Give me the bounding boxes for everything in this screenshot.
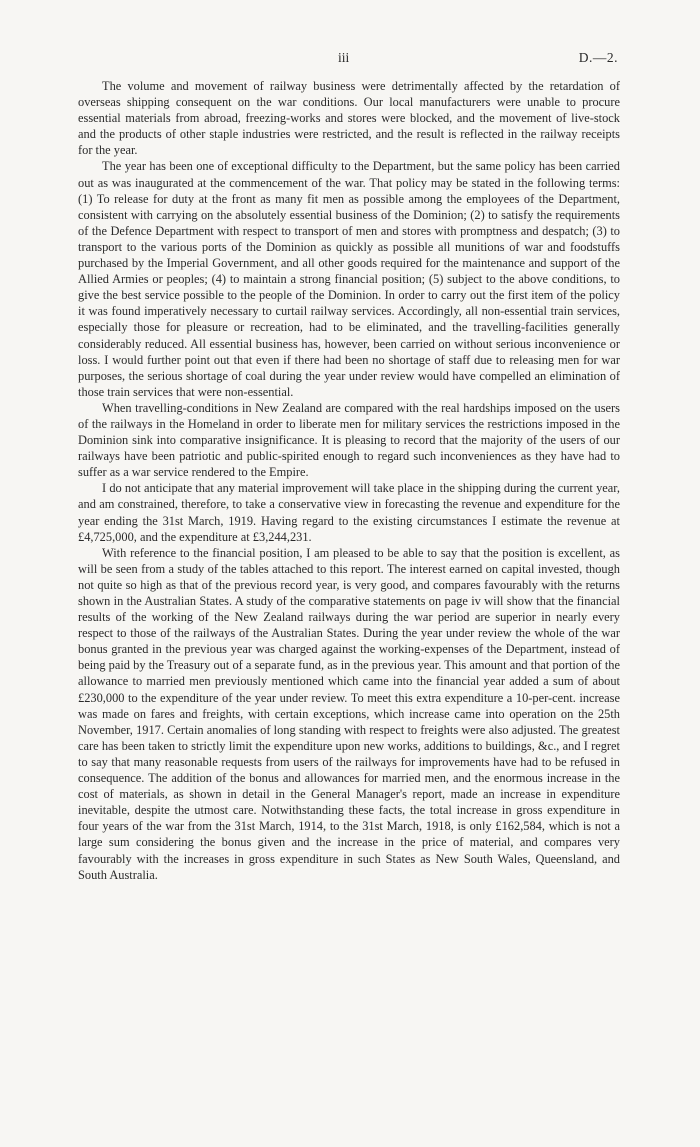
page-header [0,50,700,70]
paragraph-railway-business: The volume and movement of railway business were detrimentally affected by the retardation of overseas shipping consequent on the war conditions. Our local manufacturers were unable to procure essential materials from abroad, freezing-works and stores were blocked, and the movement of live-stock and the products of other staple industries were restricted, and the result is reflected in the railway receipts for the year. [78,79,620,158]
paragraph-revenue-forecast: I do not anticipate that any material improvement will take place in the shipping during the current year, and am constrained, therefore, to take a conservative view in forecasting the revenue and expenditure for the year ending the 31st March, 1919. Having regard to the existing circumstances I estimate the revenue at £4,725,000, and the expenditure at £3,244,231. [78,481,620,544]
page-number: iii [338,50,350,65]
document-reference: D.—2. [578,50,618,65]
report-body [78,78,620,883]
paragraph-travelling-conditions: When travelling-conditions in New Zealand are compared with the real hardships imposed on the users of the railways in the Homeland in order to liberate men for military services the restrictions imposed in the Dominion sink into comparative insignificance. It is pleasing to record that the majority of the users of our railways have been patriotic and public-spirited enough to regard such inconveniences as they have had to suffer as a war service rendered to the Empire. [78,400,620,480]
paragraph-financial-position: With reference to the financial position, I am pleased to be able to say that the position is excellent, as will be seen from a study of the tables attached to this report. The interest earned on capital invested, though not quite so high as that of the previous record year, is very good, and compares favourably with the returns shown in the Australian States. A study of the comparative statements on page iv will show that the financial results of the working of the New Zealand railways during the war period are superior in nearly every respect to those of the railways of the Australian States. During the year under review the whole of the war bonus granted in the previous year was charged against the working-expenses of the Department, instead of being paid by the Treasury out of a separate fund, as in the previous year. This amount and that portion of the allowance to married men previously mentioned which came into the financial year added a sum of about £230,000 to the expenditure of the year under review. To meet this extra expenditure a 10-per-cent. increase was made on fares and freights, with certain exceptions, which increase came into operation on the 25th November, 1917. Certain anomalies of long standing with respect to freights were also adjusted. The greatest care has been taken to strictly limit the expenditure upon new works, additions to buildings, &c., and I regret to say that many reasonable requests from users of the railways for improvements have had to be refused in consequence. The addition of the bonus and allowances for married men, and the enormous increase in the cost of materials, as shown in detail in the General Manager's report, made an increase in expenditure inevitable, despite the utmost care. Notwithstanding these facts, the total increase in gross expenditure in four years of the war from the 31st March, 1914, to the 31st March, 1918, is only £162,584, which is not a large sum considering the bonus given and the increase in the price of material, and compares very favourably with the increases in gross expenditure in such States as New South Wales, Queensland, and South Australia. [78,545,620,882]
paragraph-department-policy: The year has been one of exceptional difficulty to the Department, but the same policy has been carried out as was inaugurated at the commencement of the war. That policy may be stated in the following terms: (1) To release for duty at the front as many fit men as possible among the employees of the Department, consistent with carrying on the absolutely essential business of the Dominion; (2) to satisfy the requirements of the Defence Department with respect to transport of men and stores with promptness and despatch; (3) to transport to the various ports of the Dominion as quickly as possible all munitions of war and foodstuffs purchased by the Imperial Government, and all other goods required for the maintenance and support of the Allied Armies or peoples; (4) to maintain a strong financial position; (5) subject to the above conditions, to give the best service possible to the people of the Dominion. In order to carry out the first item of the policy it was found imperatively necessary to curtail railway services. Accordingly, all non-essential train services, especially those for pleasure or recreation, had to be eliminated, and the travelling-facilities generally considerably reduced. All essential business has, however, been carried on without serious inconvenience or loss. I would further point out that even if there had been no shortage of staff due to releasing men for war purposes, the serious shortage of coal during the year under review would have compelled an elimination of those train services that were non-essential. [78,159,620,399]
